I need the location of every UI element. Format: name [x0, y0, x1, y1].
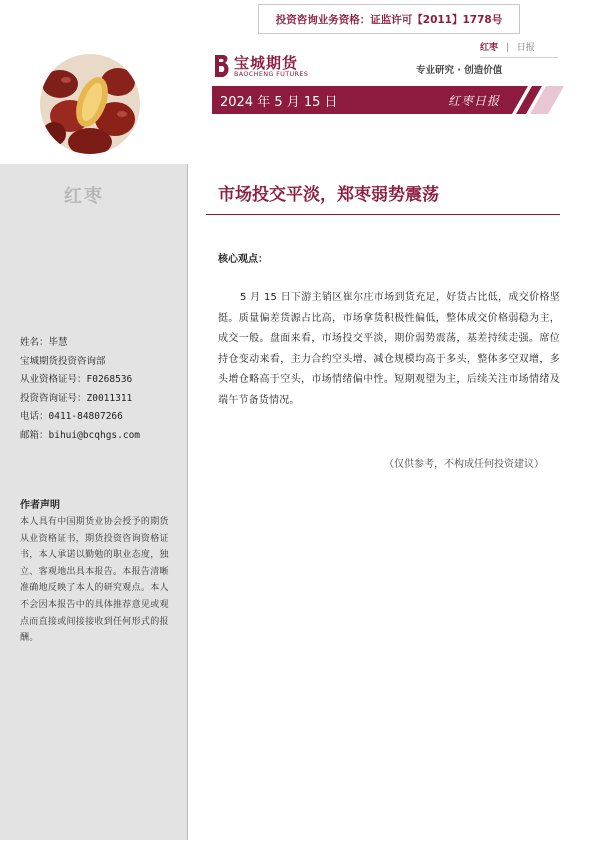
- report-date: 2024 年 5 月 15 日: [220, 95, 338, 110]
- contact-phone: 电话：0411-84807266: [20, 411, 123, 423]
- sidebar-title: 红枣: [64, 186, 104, 207]
- nav-separator: |: [505, 43, 509, 53]
- qualification-box: [258, 4, 520, 34]
- jujube-photo: [40, 54, 140, 154]
- contact-name: 姓名：毕慧: [20, 337, 68, 348]
- core-view-heading: 核心观点：: [218, 254, 268, 265]
- contact-license: 从业资格证号：F0268536: [20, 374, 133, 386]
- qualification-text: 投资咨询业务资格：证监许可【2011】1778号: [275, 13, 503, 26]
- nav-secondary[interactable]: 日报: [516, 43, 535, 53]
- report-headline: 市场投交平淡，郑枣弱势震荡: [218, 185, 439, 205]
- disclaimer: （仅供参考，不构成任何投资建议）: [384, 459, 544, 470]
- report-type: 红枣日报: [448, 94, 501, 108]
- slogan: 专业研究 · 创造价值: [416, 65, 503, 76]
- logo-mark-icon: [212, 53, 232, 79]
- headline-divider: [206, 214, 560, 215]
- contact-email[interactable]: 邮箱：bihui@bcqhgs.com: [20, 429, 141, 441]
- contact-info: [20, 334, 180, 446]
- author-statement: 本人具有中国期货业协会授予的期货从业资格证书，期货投资咨询资格证书，本人承诺以勤勉的职业态度，独立、客观地出具本报告。本报告清晰准确地反映了本人的研究观点。本人不会因本报告中的具体推荐意见或观点而直接或间接接收到任何形式的报酬。: [20, 517, 169, 644]
- contact-department: 宝城期货投资咨询部: [20, 355, 106, 367]
- statement-heading: 作者声明: [20, 500, 60, 511]
- date-banner: [212, 86, 564, 114]
- contact-advisory-license: 投资咨询证号：Z0011311: [20, 392, 133, 404]
- jujube-image: [40, 54, 140, 154]
- logo-text-en: BAOCHENG FUTURES: [234, 70, 309, 78]
- logo-text-cn: 宝城期货: [234, 54, 299, 72]
- company-logo: [212, 52, 322, 80]
- top-nav: [480, 40, 558, 58]
- sidebar: [0, 42, 188, 840]
- photo-box: [0, 42, 188, 164]
- core-view-body: 5 月 15 日下游主销区崔尔庄市场到货充足，好货占比低，成交价格坚挺。质量偏差货源占比高，市场拿货积极性偏低，整体成交价格弱稳为主，成交一般。盘面来看，市场投交平淡，期价弱势震荡，基差持续走强。席位持仓变动来看，主力合约空头增、减仓规模均高于多头，整体多空双增，多头增仓略高于空头，市场情绪偏中性。短期观望为主，后续关注市场情绪及端午节备货情况。: [218, 292, 560, 406]
- nav-primary[interactable]: 红枣: [480, 43, 499, 53]
